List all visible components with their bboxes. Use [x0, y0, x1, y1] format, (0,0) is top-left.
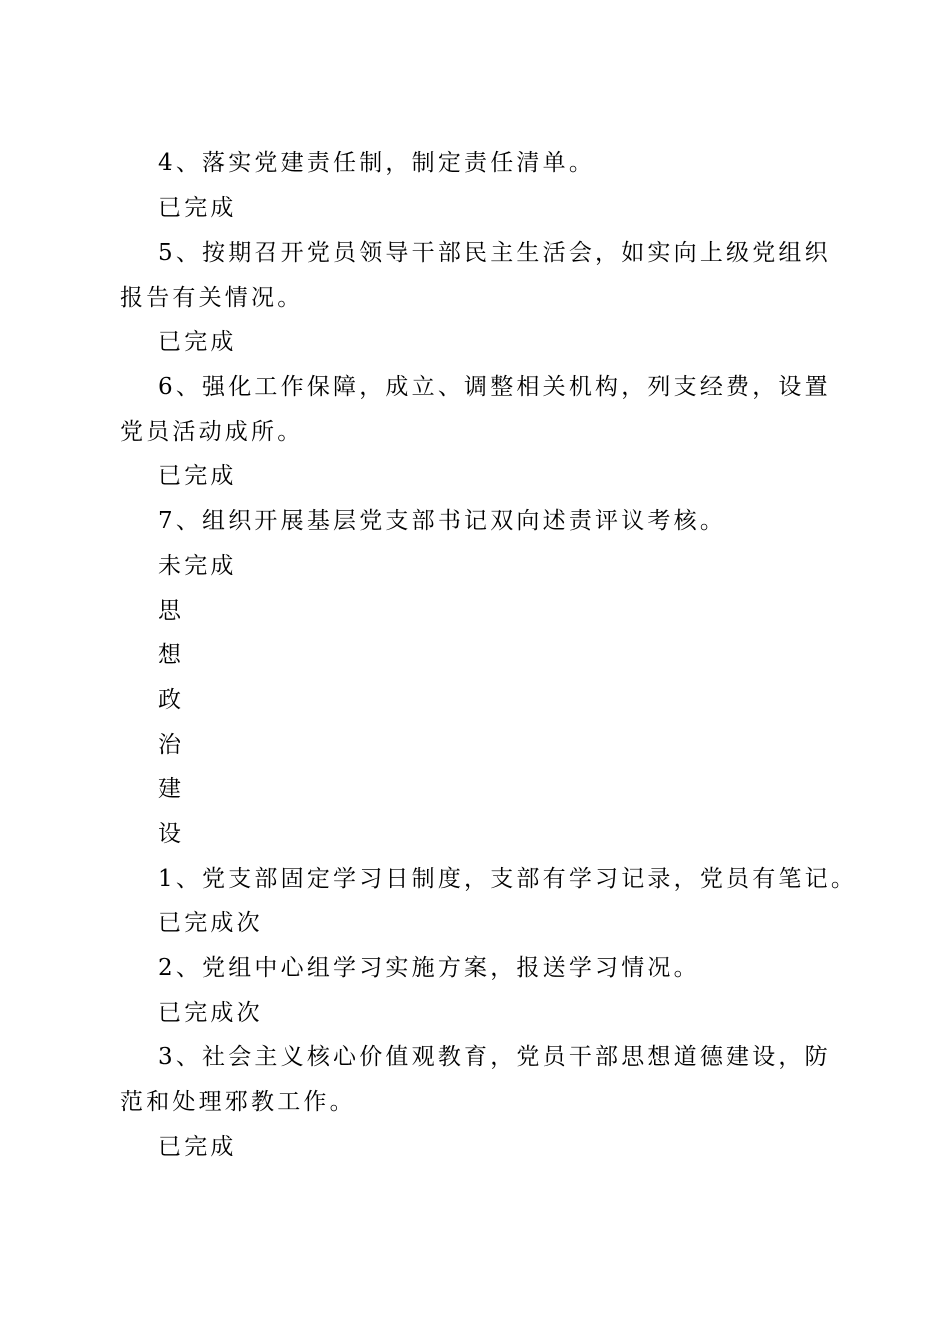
- task-7-text: 7、组织开展基层党支部书记双向述责评议考核。: [158, 508, 727, 534]
- section-heading-char-6: 设: [158, 821, 181, 847]
- task-5-status: 已完成: [158, 329, 237, 355]
- study-task-1-text: 1、党支部固定学习日制度，支部有学习记录，党员有笔记。: [158, 866, 858, 892]
- section-heading-char-4: 治: [158, 732, 181, 758]
- study-task-3-status: 已完成: [158, 1134, 237, 1160]
- section-heading-char-2: 想: [158, 642, 181, 668]
- section-heading-char-3: 政: [158, 687, 181, 713]
- task-6-text-line-1: 6、强化工作保障，成立、调整相关机构，列支经费，设置: [158, 374, 831, 400]
- study-task-3-text-line-2: 范和处理邪教工作。: [120, 1089, 356, 1115]
- section-heading-char-5: 建: [158, 776, 181, 802]
- study-task-3-text-line-1: 3、社会主义核心价值观教育，党员干部思想道德建设，防: [158, 1044, 831, 1070]
- study-task-1-status: 已完成次: [158, 910, 263, 936]
- section-heading-char-1: 思: [158, 598, 181, 624]
- task-6-text-line-2: 党员活动成所。: [120, 419, 304, 445]
- task-6-status: 已完成: [158, 463, 237, 489]
- task-4-status: 已完成: [158, 195, 237, 221]
- task-7-status: 未完成: [158, 553, 237, 579]
- task-4-text: 4、落实党建责任制，制定责任清单。: [158, 150, 596, 176]
- study-task-2-status: 已完成次: [158, 1000, 263, 1026]
- task-5-text-line-1: 5、按期召开党员领导干部民主生活会，如实向上级党组织: [158, 240, 831, 266]
- task-5-text-line-2: 报告有关情况。: [120, 285, 304, 311]
- study-task-2-text: 2、党组中心组学习实施方案，报送学习情况。: [158, 955, 700, 981]
